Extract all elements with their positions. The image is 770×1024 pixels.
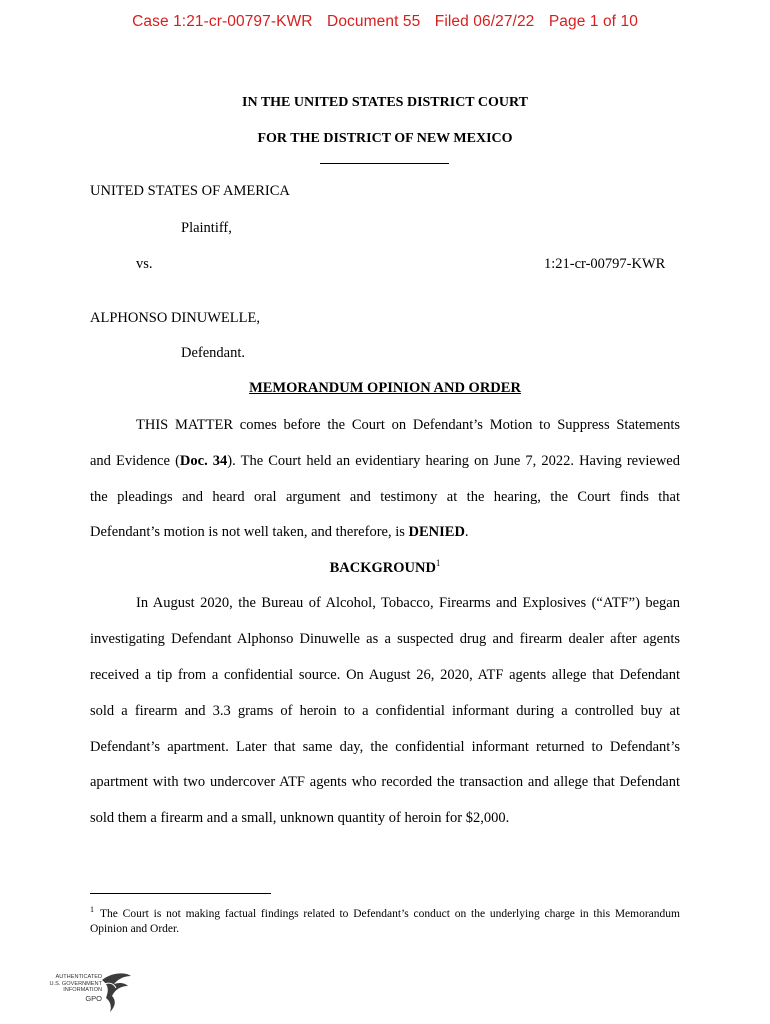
defendant-role: Defendant. [181, 345, 246, 361]
plaintiff-role: Plaintiff, [181, 220, 232, 236]
stamp-filed: Filed 06/27/22 [434, 13, 535, 30]
background-line-5: Defendant’s apartment. Later that same day, the confidential informant returned to Defendant’s [90, 739, 680, 755]
background-line-2: investigating Defendant Alphonso Dinuwelle as a suspected drug and firearm dealer after agents [90, 631, 680, 647]
case-number: 1:21-cr-00797-KWR [544, 256, 666, 272]
footnote-text: The Court is not making factual findings related to Defendant’s conduct on the underlying charge in this Memorandum Opinion and Order. [90, 907, 680, 935]
footnote-separator [90, 893, 271, 894]
eagle-icon [98, 970, 134, 1016]
stamp-case: Case 1:21-cr-00797-KWR [132, 13, 313, 30]
gpo-logo-text [40, 974, 102, 1002]
background-line-1: In August 2020, the Bureau of Alcohol, Tobacco, Firearms and Explosives (“ATF”) began [136, 595, 680, 611]
heading-rule [320, 163, 449, 164]
background-heading-text: BACKGROUND [329, 559, 436, 576]
background-heading [0, 558, 770, 577]
intro-line-1: THIS MATTER comes before the Court on Defendant’s Motion to Suppress Statements [136, 417, 680, 433]
intro-line-4b: . [464, 524, 469, 540]
footnote [90, 902, 680, 937]
court-heading-line2: FOR THE DISTRICT OF NEW MEXICO [257, 131, 513, 146]
plaintiff-name: UNITED STATES OF AMERICA [90, 183, 290, 199]
court-heading-line1: IN THE UNITED STATES DISTRICT COURT [242, 95, 528, 110]
versus-label: vs. [136, 256, 153, 272]
intro-line-2b: ). The Court held an evidentiary hearing on June 7, 2022. Having reviewed [227, 453, 680, 469]
intro-line-3: the pleadings and heard oral argument and testimony at the hearing, the Court finds that [90, 489, 680, 505]
gpo-logo-line3: INFORMATION [63, 987, 102, 994]
denied-word: DENIED [408, 524, 465, 540]
gpo-logo-line2: U.S. GOVERNMENT [49, 980, 102, 987]
gpo-logo-line4: GPO [85, 993, 102, 1003]
intro-line-4 [90, 523, 680, 541]
defendant-name: ALPHONSO DINUWELLE, [90, 310, 260, 326]
stamp-document: Document 55 [327, 13, 421, 30]
stamp-page: Page 1 of 10 [548, 13, 638, 30]
document-title-text: MEMORANDUM OPINION AND ORDER [249, 380, 521, 396]
intro-line-4a: Defendant’s motion is not well taken, and therefore, is [90, 524, 409, 540]
intro-line-2a: and Evidence ( [90, 453, 180, 469]
background-line-4: sold a firearm and 3.3 grams of heroin to a confidential informant during a controlled buy at [90, 703, 680, 719]
background-footnote-ref: 1 [435, 558, 441, 568]
intro-line-2 [90, 452, 680, 470]
ecf-header-stamp [0, 13, 770, 31]
background-line-6: apartment with two undercover ATF agents who recorded the transaction and allege that Defendant [90, 774, 680, 790]
gpo-authenticated-logo [40, 970, 136, 1016]
gpo-logo-line1: AUTHENTICATED [55, 974, 102, 980]
footnote-number: 1 [90, 905, 94, 914]
background-line-3: received a tip from a confidential source. On August 26, 2020, ATF agents allege that Defendant [90, 667, 680, 683]
background-line-7: sold them a firearm and a small, unknown quantity of heroin for $2,000. [90, 810, 510, 826]
doc-reference: Doc. 34 [179, 453, 228, 469]
document-title [0, 380, 770, 397]
